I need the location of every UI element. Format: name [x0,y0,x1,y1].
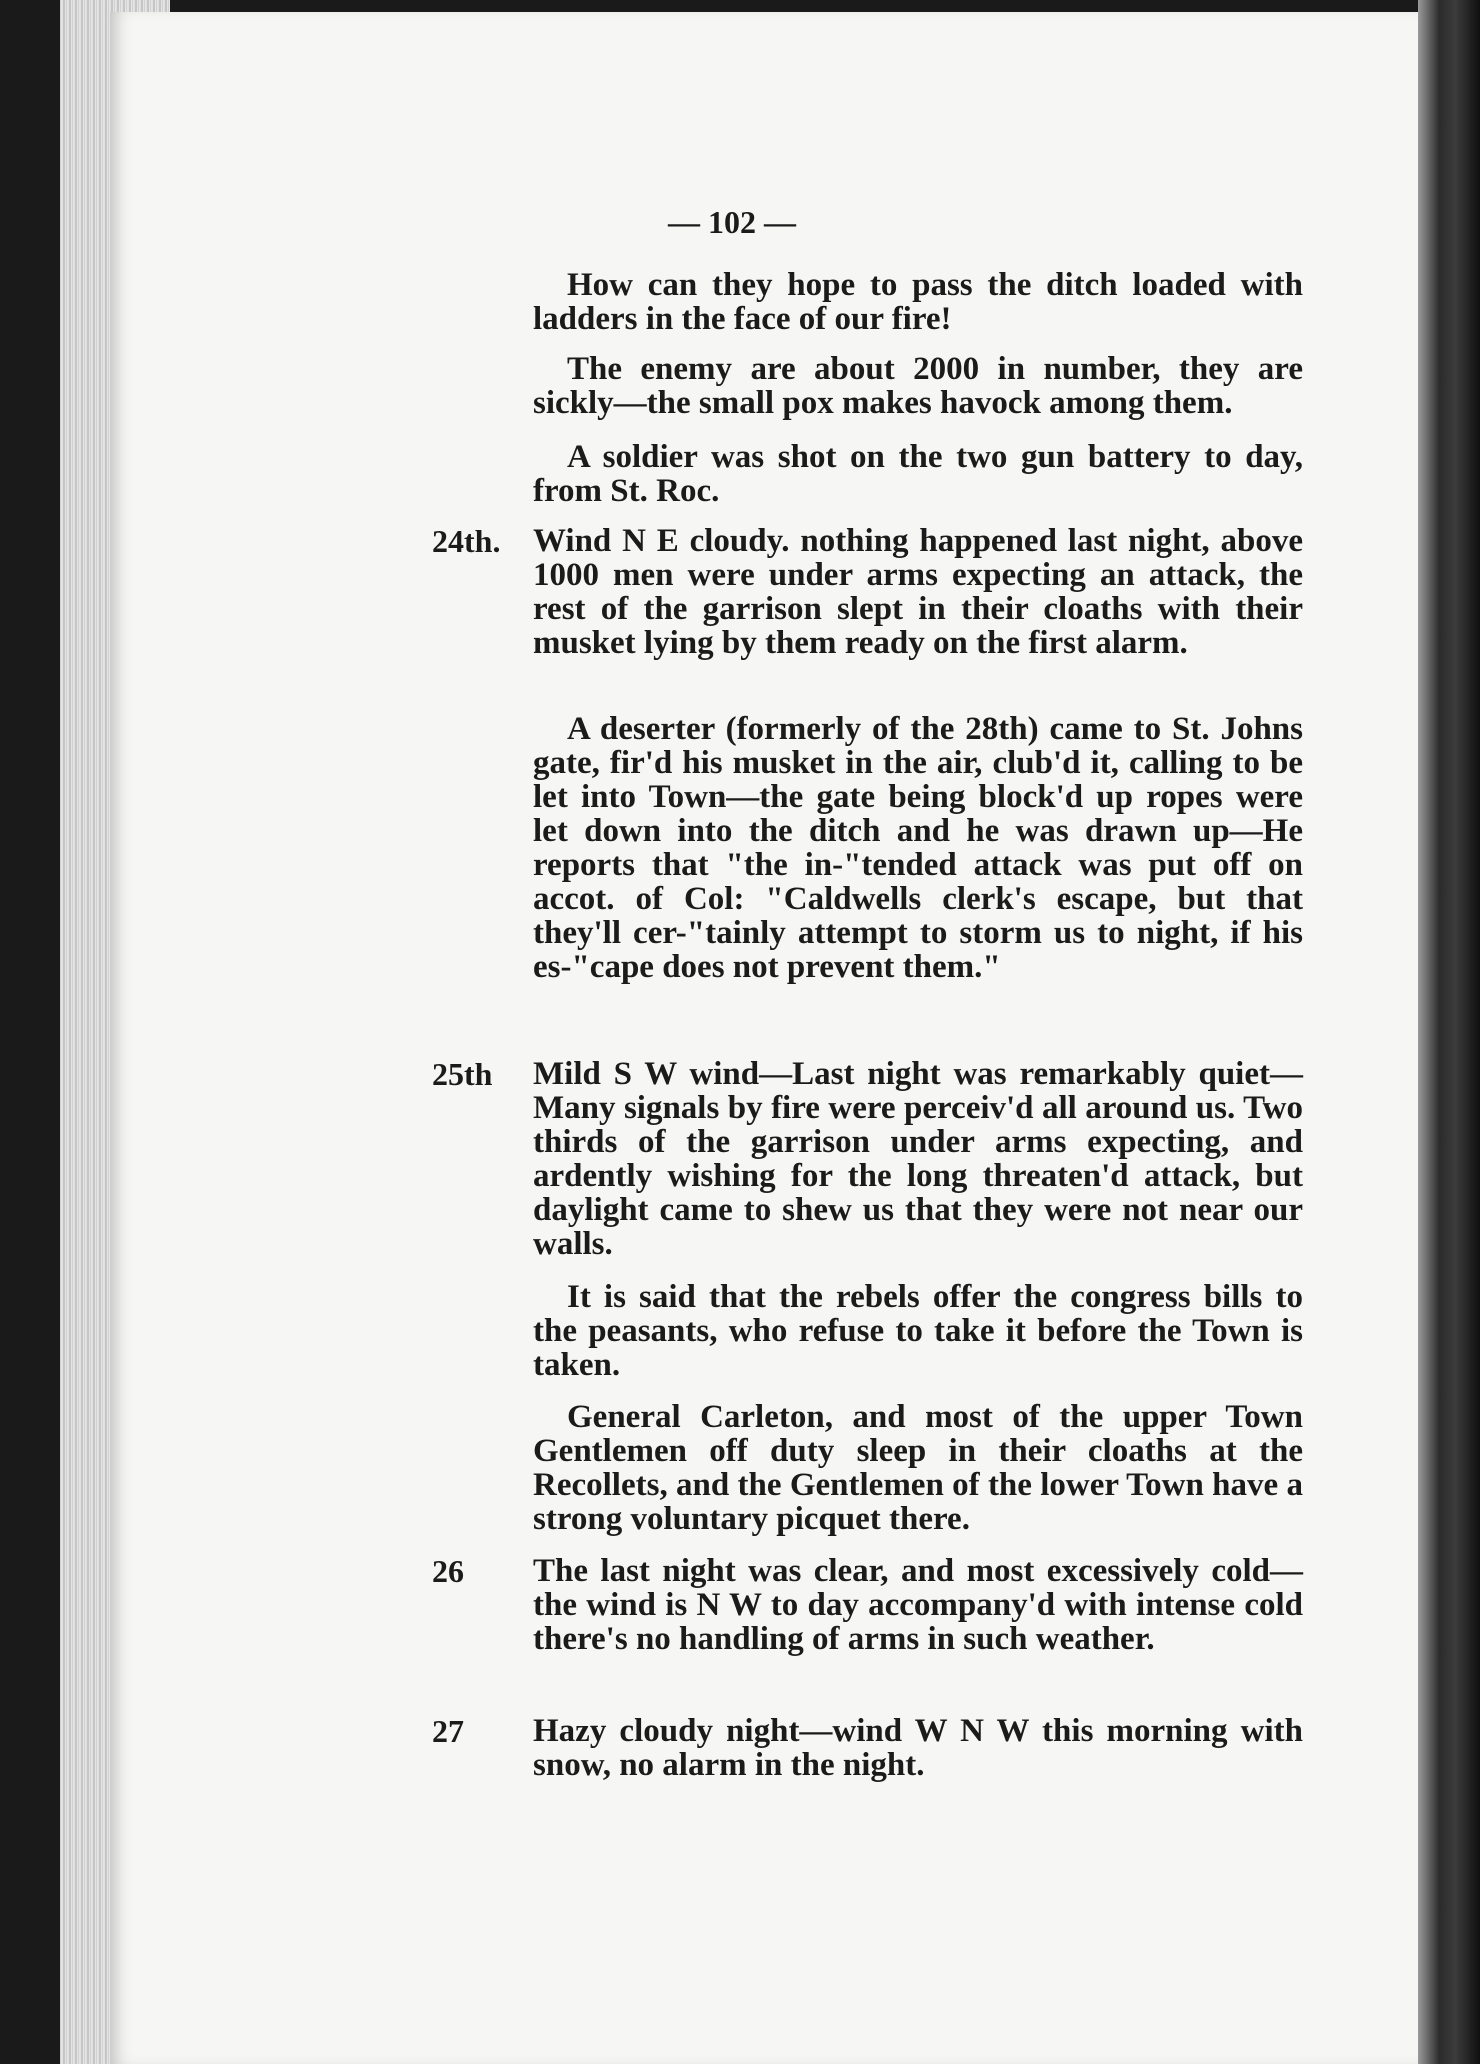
paragraph: How can they hope to pass the ditch loaded with ladders in the face of our fire! [533,267,1303,337]
entry-p5 [533,712,1303,984]
paragraph: General Carleton, and most of the upper Town Gentlemen off duty sleep in their cloaths at the Recollets, and the Gentlemen of the lower Town have a strong voluntary picquet there. [533,1399,1303,1537]
entry-p8 [533,1400,1303,1536]
date-24th: 24th. [432,523,501,559]
paragraph: The last night was clear, and most excessively cold—the wind is N W to day accompany'd with intense cold there's no handling of arms in such weather. [533,1553,1303,1657]
entry-25th [533,1057,1303,1261]
date-25th: 25th [432,1056,493,1092]
entry-27 [533,1714,1303,1782]
entry-p2 [533,352,1303,420]
entry-24th [533,524,1303,660]
date-27: 27 [432,1713,464,1749]
paragraph: It is said that the rebels offer the congress bills to the peasants, who refuse to take it before the Town is taken. [533,1279,1303,1383]
date-26: 26 [432,1553,464,1589]
paragraph: Wind N E cloudy. nothing happened last night, above 1000 men were under arms expecting an attack, the rest of the garrison slept in their cloaths with their musket lying by them ready on the first alarm. [533,523,1303,661]
paragraph: Mild S W wind—Last night was remarkably quiet—Many signals by fire were perceiv'd all around us. Two thirds of the garrison under arms expecting, and ardently wishing for the long threaten'd attack, but daylight came to shew us that they were not near our walls. [533,1056,1303,1262]
entry-p3 [533,440,1303,508]
paragraph: The enemy are about 2000 in number, they are sickly—the small pox makes havock among them. [533,351,1303,421]
paragraph: A deserter (formerly of the 28th) came to St. Johns gate, fir'd his musket in the air, club'd it, calling to be let into Town—the gate being block'd up ropes were let down into the ditch and he was drawn up—He reports that "the in-"tended attack was put off on accot. of Col: "Caldwells clerk's escape, but that they'll cer-"tainly attempt to storm us to night, if his es-"cape does not prevent them." [533,711,1303,985]
paragraph: Hazy cloudy night—wind W N W this morning with snow, no alarm in the night. [533,1713,1303,1783]
entry-26 [533,1554,1303,1656]
paragraph: A soldier was shot on the two gun battery to day, from St. Roc. [533,439,1303,509]
entry-p7 [533,1280,1303,1382]
entry-p1 [533,268,1303,336]
page-number: — 102 — [668,204,796,240]
